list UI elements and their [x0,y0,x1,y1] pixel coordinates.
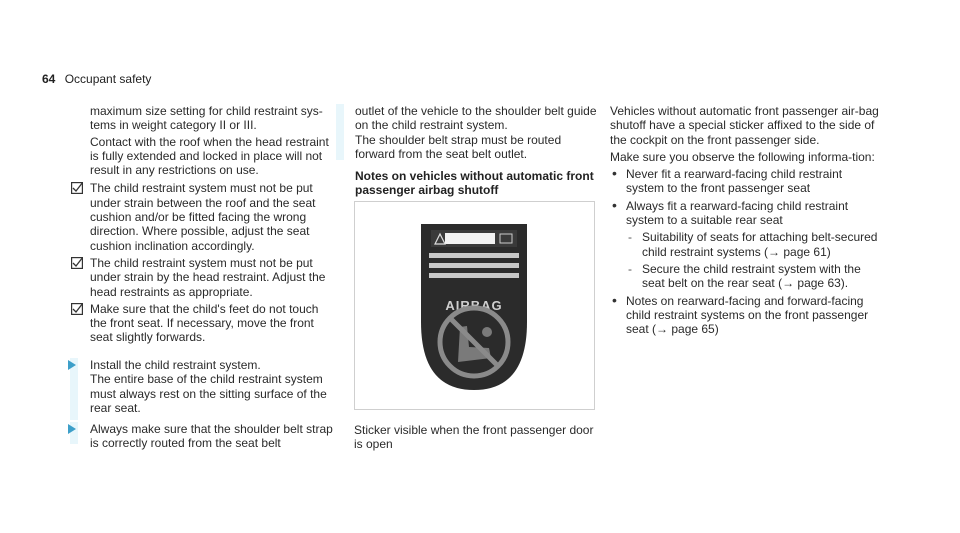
continuation-text: outlet of the vehicle to the shoulder belt guide on the child restraint system. [355,104,597,133]
step-2-title: Always make sure that the shoulder belt strap is correctly routed from the seat belt [90,422,333,451]
check-item-3: Make sure that the child's feet do not touch the front seat. If necessary, move the front seat slightly forwards. [90,302,338,345]
checkbox-tick-icon [71,257,83,269]
list-item[interactable]: • Notes on rearward-facing and forward-facing child restraint systems on the front passenger seat (→ page 65) [610,294,880,337]
airbag-sticker-illustration [355,202,594,409]
column-1 [90,104,338,345]
step-1 [90,358,338,415]
sub-list-item[interactable]: - Secure the child restraint system with the seat belt on the rear seat (→ page 63). [626,262,880,291]
page-number: 64 [42,72,56,86]
checkbox-tick-icon [71,303,83,315]
col3-intro: Vehicles without automatic front passenger air-bag shutoff have a special sticker affixed to the side of the cockpit on the front passenger side. [610,104,879,147]
figure-caption: Sticker visible when the front passenger door is open [354,423,594,452]
contact-text: Contact with the roof when the head restraint is fully extended and locked in place will not result in any restrictions on use. [90,134,329,178]
section-title: Occupant safety [64,72,152,86]
checkbox-tick-icon [71,182,83,194]
sub-list-item[interactable]: - Suitability of seats for attaching belt-secured child restraint systems (→ page 61) [626,230,880,259]
column-2 [355,104,600,198]
step-arrow-icon [68,360,76,370]
step-1-title: Install the child restraint system. [90,358,261,372]
step-2 [90,422,338,451]
step-arrow-icon [68,424,76,434]
list-item: • Always fit a rearward-facing child restraint system to a suitable rear seat - Suitability of seats for attaching belt-secured child restraint systems (→ page 61) - Secure the child restraint system with the seat belt on the rear seat (→ page 63). [610,199,880,291]
check-item-1: The child restraint system must not be put under strain between the roof and the seat cushion and/or be fitted facing the wrong direction. Where possible, adjust the seat cushion inclination accordingly. [90,181,338,252]
continuation-text-2: The shoulder belt strap must be routed forward from the seat belt outlet. [355,132,562,161]
intro-line-1: maximum size setting for child restraint sys- [90,104,323,118]
section-heading: Notes on vehicles without automatic front passenger airbag shutoff [355,169,594,198]
airbag-sticker-figure [354,201,595,410]
check-item-2: The child restraint system must not be put under strain by the head restraint. Adjust the head restraints as appropriate. [90,256,338,299]
col3-observe: Make sure you observe the following informa-tion: [610,149,875,164]
step-1-text: The entire base of the child restraint system must always rest on the sitting surface of the rear seat. [90,372,327,415]
page-header [42,72,151,86]
column-3 [610,104,880,339]
sticker-airbag-word: AIRBAG [445,298,503,313]
list-item: • Never fit a rearward-facing child restraint system to the front passenger seat [610,167,880,196]
step-bar-continuation [336,104,344,160]
intro-line-2: tems in weight category II or III. [90,118,257,133]
info-list [610,167,880,336]
sub-list [626,230,880,290]
